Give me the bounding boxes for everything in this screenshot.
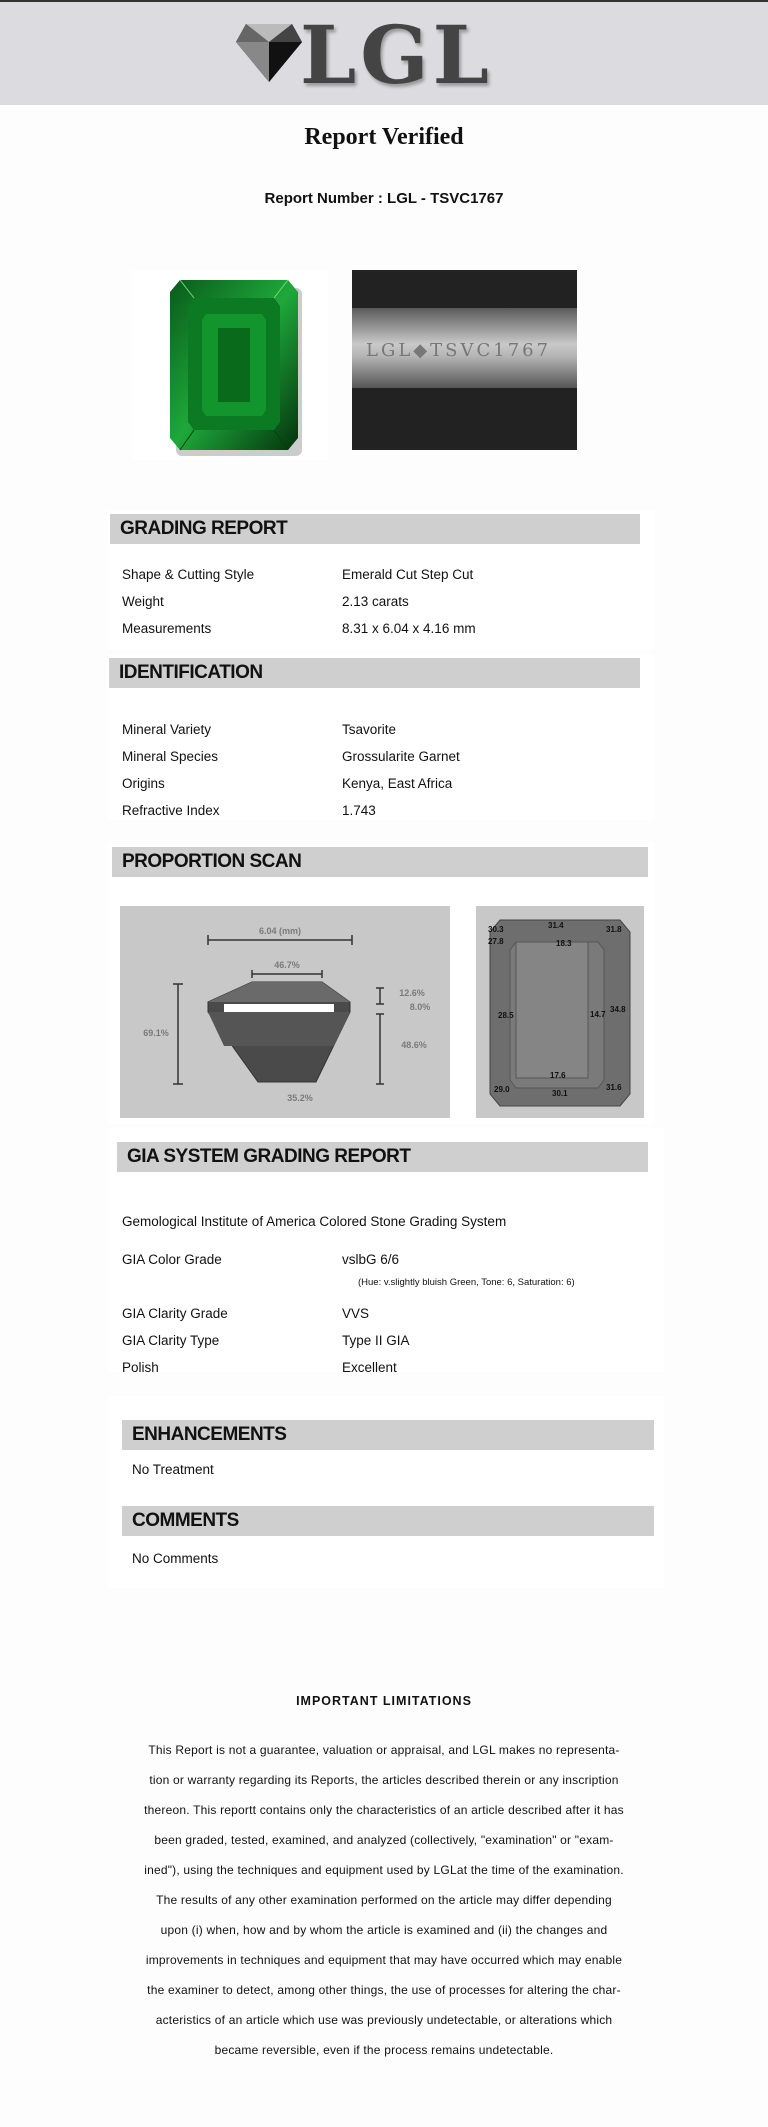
report-number: Report Number : LGL - TSVC1767 [264,190,504,207]
section-header-grading: GRADING REPORT [110,514,640,544]
facet-label: 31.4 [548,921,564,930]
depth-label: 69.1% [143,1028,169,1038]
section-header-enhancements: ENHANCEMENTS [122,1420,654,1450]
facet-label: 18.3 [556,939,572,948]
limitations-line: The results of any other examination performed on the article may differ depending [156,1893,612,1907]
gia-value: Type II GIA [342,1333,410,1348]
facet-label: 34.8 [610,1005,626,1014]
gia-label: Polish [122,1360,159,1375]
culet-label: 35.2% [287,1093,313,1103]
grading-label: Measurements [122,621,212,636]
limitations-line: the examiner to detect, among other things, the use of processes for altering the char- [147,1983,621,1997]
limitations-line: acteristics of an article which use was previously undetectable, or alterations which [155,2013,613,2027]
grading-label: Weight [122,594,164,609]
identification-value: 1.743 [342,803,376,818]
gia-value: VVS [342,1306,370,1321]
inscription-photo [352,270,577,450]
limitations-line: became reversible, even if the process remains undetectable. [214,2043,554,2057]
facet-label: 30.1 [552,1089,568,1098]
gia-system-name: Gemological Institute of America Colored Stone Grading System [122,1214,507,1229]
gia-color-note: (Hue: v.slightly bluish Green, Tone: 6, Saturation: 6) [358,1277,575,1288]
grading-label: Shape & Cutting Style [122,567,255,582]
section-header-gia: GIA SYSTEM GRADING REPORT [117,1142,648,1172]
limitations-body [118,1735,650,2065]
crown-label: 12.6% [399,988,425,998]
limitations-line: upon (i) when, how and by whom the article is examined and (ii) the changes and [160,1923,608,1937]
limitations-line: been graded, tested, examined, and analyzed (collectively, "examination" or "exam- [154,1833,614,1847]
identification-label: Refractive Index [122,803,220,818]
width-label: 6.04 (mm) [258,926,302,936]
identification-label: Origins [122,776,165,791]
facet-label: 30.3 [488,925,504,934]
identification-label: Mineral Variety [122,722,212,737]
limitations-line: ined"), using the techniques and equipment used by LGLat the time of the examination. [144,1863,624,1877]
top-view-diagram [476,906,644,1118]
gia-color-value: vslbG 6/6 [342,1252,400,1267]
facet-label: 31.6 [606,1083,622,1092]
header-bar [0,0,768,105]
laser-inscription: LGL◆TSVC1767 [366,340,552,361]
pavilion-label: 48.6% [401,1040,427,1050]
section-header-identification: IDENTIFICATION [109,658,640,688]
limitations-line: improvements in techniques and equipment that may have occurred which may enable [145,1953,623,1967]
facet-label: 14.7 [590,1010,606,1019]
identification-label: Mineral Species [122,749,219,764]
limitations-title: IMPORTANT LIMITATIONS [296,1694,472,1708]
grading-value: Emerald Cut Step Cut [342,567,474,582]
page-title: Report Verified [304,124,464,150]
limitations-line: This Report is not a guarantee, valuation or appraisal, and LGL makes no representa- [148,1743,620,1757]
facet-label: 17.6 [550,1071,566,1080]
side-profile-diagram [120,906,450,1118]
section-header-proportion: PROPORTION SCAN [112,847,648,877]
logo-text: LGL [300,8,493,102]
diamond-icon [234,22,304,86]
comments-text: No Comments [132,1551,219,1566]
facet-label: 27.8 [488,937,504,946]
identification-value: Grossularite Garnet [342,749,460,764]
facet-label: 29.0 [494,1085,510,1094]
limitations-line: tion or warranty regarding its Reports, the articles described therein or any inscription [149,1773,619,1787]
facet-label: 31.8 [606,925,622,934]
gem-photo [132,270,328,460]
table-label: 46.7% [274,960,300,970]
gia-value: Excellent [342,1360,397,1375]
grading-value: 8.31 x 6.04 x 4.16 mm [342,621,476,636]
enhancements-text: No Treatment [132,1462,214,1477]
section-header-comments: COMMENTS [122,1506,654,1536]
identification-value: Tsavorite [342,722,397,737]
limitations-line: thereon. This reportt contains only the characteristics of an article described after it has [144,1803,624,1817]
gia-label: GIA Clarity Type [122,1333,220,1348]
girdle-label: 8.0% [409,1002,431,1012]
gia-label: GIA Clarity Grade [122,1306,228,1321]
lgl-logo[interactable] [232,8,493,102]
gia-color-label: GIA Color Grade [122,1252,222,1267]
identification-value: Kenya, East Africa [342,776,453,791]
grading-value: 2.13 carats [342,594,409,609]
facet-label: 28.5 [498,1011,514,1020]
